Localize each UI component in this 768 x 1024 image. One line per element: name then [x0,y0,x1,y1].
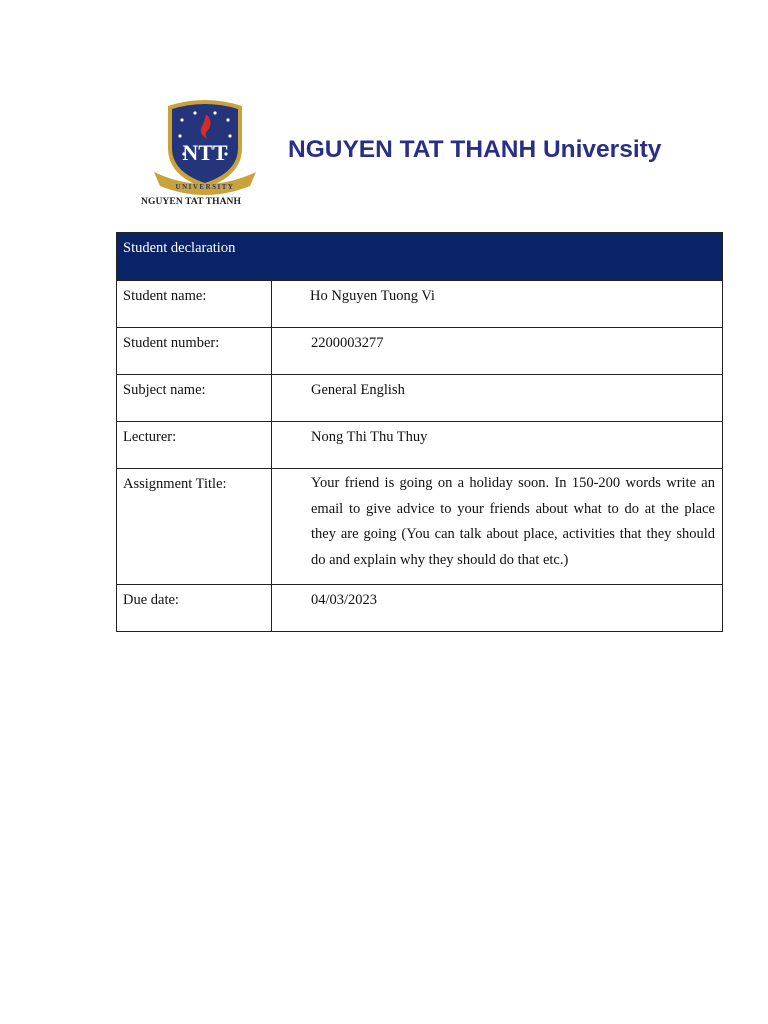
lecturer-value: Nong Thi Thu Thuy [272,422,723,469]
student-number-label: Student number: [117,328,272,375]
university-crest-logo [150,96,260,196]
lecturer-label: Lecturer: [117,422,272,469]
subject-name-value: General English [272,375,723,422]
table-row [117,328,723,375]
due-date-value: 04/03/2023 [272,585,723,632]
table-row [117,375,723,422]
svg-text:NTT: NTT [182,140,228,165]
due-date-label: Due date: [117,585,272,632]
declaration-heading-blank [272,233,723,281]
assignment-title-value [272,469,723,585]
declaration-heading: Student declaration [117,233,272,281]
table-row [117,422,723,469]
table-row [117,585,723,632]
table-row [117,469,723,585]
university-header [118,92,690,212]
student-name-label: Student name: [117,281,272,328]
student-number-value: 2200003277 [272,328,723,375]
table-row [117,281,723,328]
crest-caption: NGUYEN TAT THANH [141,197,241,207]
subject-name-label: Subject name: [117,375,272,422]
university-name: NGUYEN TAT THANH University [288,136,662,163]
student-declaration-table [116,232,723,632]
student-name-value: Ho Nguyen Tuong Vi [272,281,723,328]
assignment-title-text: Your friend is going on a holiday soon. In 150-200 words write an email to give advice to your friends about what to do at the place they are going (You can talk about place, activities that they should do and explain why they should do that etc.) [311,475,715,568]
assignment-title-label: Assignment Title: [117,469,272,585]
declaration-header-row [117,233,723,281]
svg-text:UNIVERSITY: UNIVERSITY [175,183,235,191]
